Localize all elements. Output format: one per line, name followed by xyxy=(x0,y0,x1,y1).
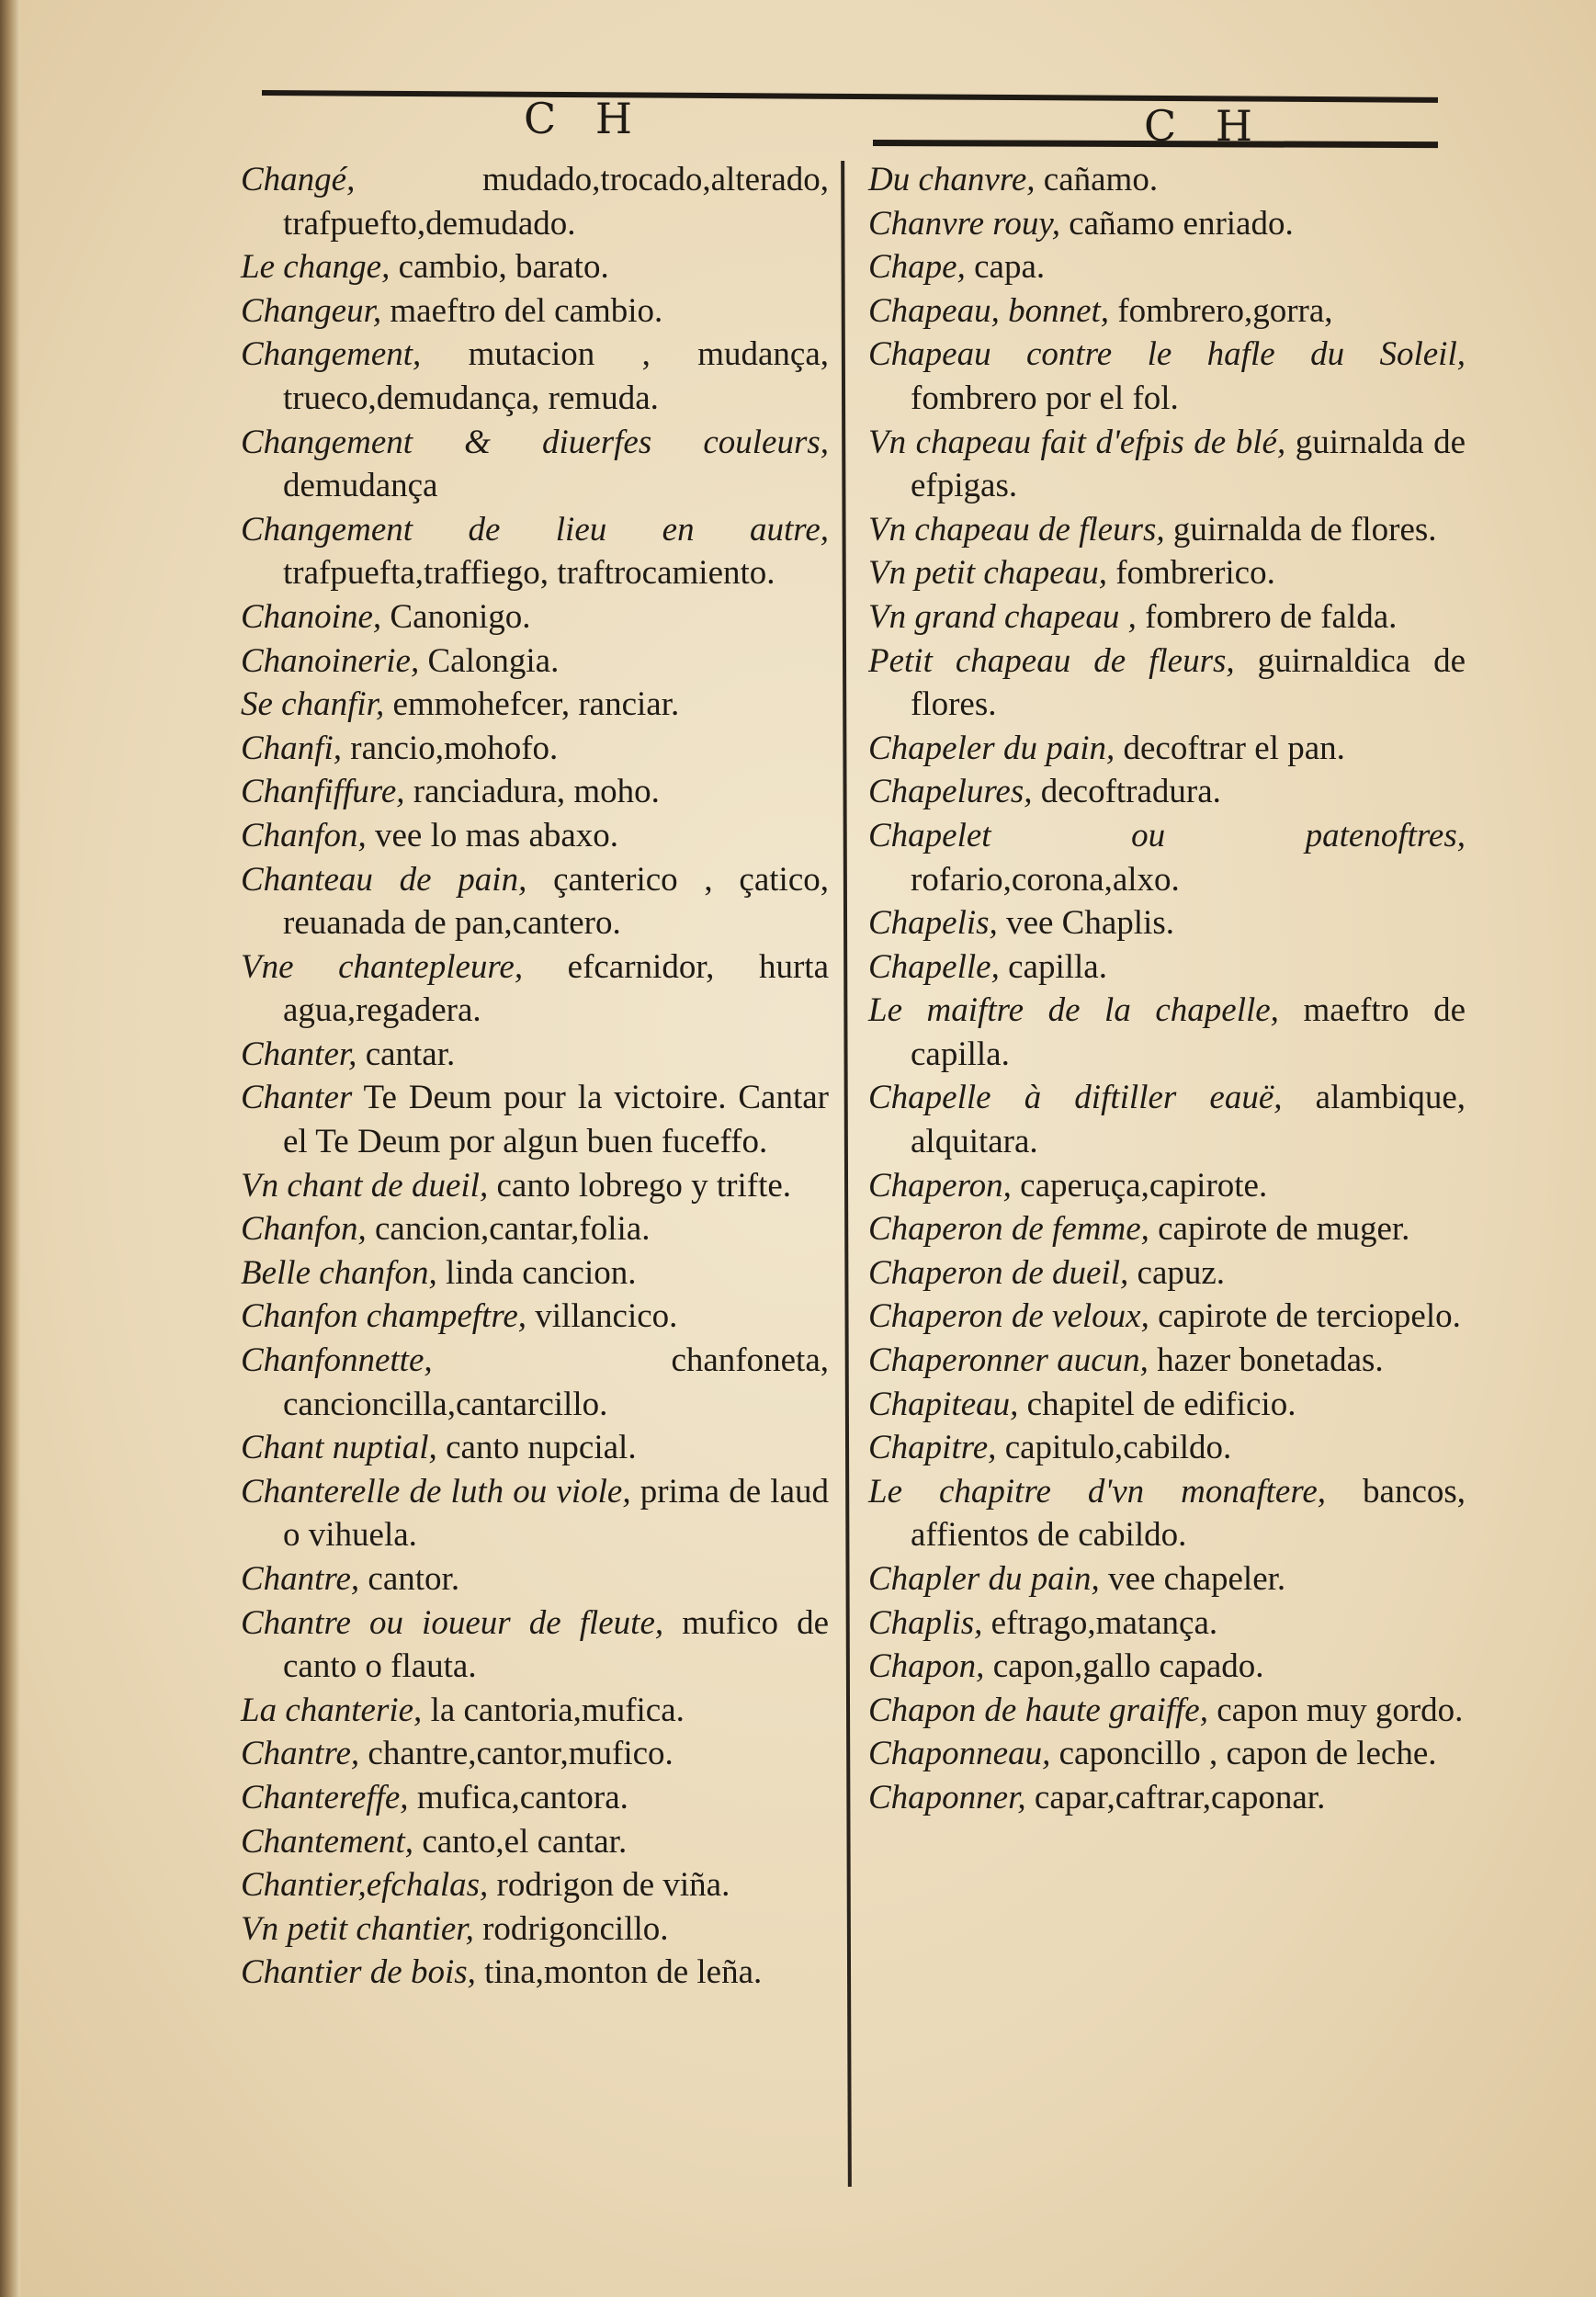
entry xyxy=(241,858,829,945)
french-term: Chanfon, xyxy=(241,1210,367,1249)
spanish-gloss: guirnalda de flores. xyxy=(1172,510,1437,549)
french-term: Le chapitre d'vn monaftere, xyxy=(868,1472,1327,1511)
left-column xyxy=(241,158,829,1995)
spanish-gloss: mudado,trocado,alterado, trafpuefto,demudado. xyxy=(283,161,829,243)
entry xyxy=(241,1776,829,1820)
french-term: Chanteau de pain, xyxy=(241,860,527,899)
entry xyxy=(241,639,829,684)
entry xyxy=(868,1383,1466,1427)
french-term: Vn chapeau de fleurs, xyxy=(868,510,1165,549)
french-term: Chanfon champeftre, xyxy=(241,1297,527,1336)
spanish-gloss: mufico de canto o flauta. xyxy=(283,1603,829,1686)
french-term: Chantre, xyxy=(241,1735,360,1773)
spanish-gloss: tina,monton de leña. xyxy=(484,1953,763,1992)
spanish-gloss: capon muy gordo. xyxy=(1217,1691,1464,1729)
french-term: Petit chapeau de fleurs, xyxy=(868,641,1235,680)
french-term: Vn petit chapeau, xyxy=(868,554,1107,593)
entry xyxy=(868,1776,1466,1820)
spanish-gloss: capuz. xyxy=(1137,1253,1226,1292)
spanish-gloss: prima de laud o vihuela. xyxy=(283,1472,830,1555)
french-term: Chapeau, bonnet, xyxy=(868,291,1110,330)
entry xyxy=(241,770,829,814)
entry xyxy=(868,901,1466,945)
french-term: La chanterie, xyxy=(241,1691,423,1729)
french-term: Changement, xyxy=(241,335,422,374)
spanish-gloss: guirnalda de efpigas. xyxy=(911,423,1466,505)
french-term: Changé, xyxy=(241,161,356,198)
entry xyxy=(241,1470,829,1557)
spanish-gloss: demudança xyxy=(283,467,438,505)
entry xyxy=(241,1207,829,1251)
spanish-gloss: Canonigo. xyxy=(390,597,531,636)
entry xyxy=(241,289,829,334)
french-term: Du chanvre, xyxy=(868,161,1036,198)
page-binding-edge xyxy=(0,0,20,2297)
french-term: Chanoine, xyxy=(241,597,382,636)
entry xyxy=(868,333,1466,420)
entry xyxy=(868,1207,1466,1251)
spanish-gloss: mutacion , mudança, trueco,demudança, remuda. xyxy=(283,335,829,417)
entry xyxy=(241,1251,829,1296)
entry xyxy=(868,1689,1466,1733)
french-term: Chanfonnette, xyxy=(241,1341,433,1380)
spanish-gloss: vee lo mas abaxo. xyxy=(374,816,619,854)
spanish-gloss: maeftro de capilla. xyxy=(911,991,1466,1073)
french-term: Chapon, xyxy=(868,1647,985,1686)
entry xyxy=(241,727,829,771)
french-term: Chaperonner aucun, xyxy=(868,1341,1149,1380)
column-divider xyxy=(841,161,852,2187)
french-term: Le change, xyxy=(241,248,391,287)
entry xyxy=(241,1907,829,1952)
spanish-gloss: rodrigoncillo. xyxy=(482,1909,669,1948)
entry xyxy=(241,1689,829,1733)
spanish-gloss: capirote de terciopelo. xyxy=(1158,1297,1461,1336)
entry xyxy=(868,289,1466,334)
french-term: Chaponneau, xyxy=(868,1735,1051,1773)
french-term: Chanter xyxy=(241,1079,353,1117)
entry xyxy=(241,1295,829,1339)
spanish-gloss: rodrigon de viña. xyxy=(496,1866,730,1905)
spanish-gloss: capilla. xyxy=(1008,947,1107,986)
spanish-gloss: capirote de muger. xyxy=(1158,1210,1410,1249)
spanish-gloss: capitulo,cabildo. xyxy=(1004,1429,1232,1467)
entry xyxy=(868,727,1466,771)
entry xyxy=(241,1732,829,1776)
running-head-right: C H xyxy=(1144,101,1265,151)
spanish-gloss: trafpuefta,traffiego, traftrocamiento. xyxy=(283,554,775,593)
spanish-gloss: decoftrar el pan. xyxy=(1123,729,1345,767)
french-term: Chantier,efchalas, xyxy=(241,1866,489,1905)
spanish-gloss: fombrero de falda. xyxy=(1145,597,1398,636)
french-term: Chaperon de veloux, xyxy=(868,1297,1149,1336)
entry xyxy=(868,1470,1466,1557)
french-term: Se chanfir, xyxy=(241,685,385,724)
french-term: Chantier de bois, xyxy=(241,1953,476,1992)
entry xyxy=(868,1645,1466,1689)
entry xyxy=(241,1076,829,1163)
entry xyxy=(868,945,1466,990)
spanish-gloss: fombrerico. xyxy=(1115,554,1275,593)
french-term: Chapeler du pain, xyxy=(868,729,1115,767)
entry xyxy=(868,421,1466,508)
entry xyxy=(868,1601,1466,1646)
entry xyxy=(241,945,829,1033)
spanish-gloss: cancion,cantar,folia. xyxy=(374,1210,651,1249)
spanish-gloss: capa. xyxy=(974,248,1046,287)
spanish-gloss: rancio,mohofo. xyxy=(350,729,559,767)
spanish-gloss: vee chapeler. xyxy=(1108,1560,1286,1598)
spanish-gloss: rofario,corona,alxo. xyxy=(911,860,1180,899)
spanish-gloss: chantre,cantor,mufico. xyxy=(368,1735,673,1773)
entry xyxy=(868,1732,1466,1776)
spanish-gloss: capar,caftrar,caponar. xyxy=(1034,1778,1326,1816)
spanish-gloss: caponcillo , capon de leche. xyxy=(1058,1735,1437,1773)
french-term: Chape, xyxy=(868,248,966,287)
french-term: Changement & diuerfes couleurs, xyxy=(241,423,829,461)
spanish-gloss: cañamo enriado. xyxy=(1069,204,1294,243)
spanish-gloss: guirnaldica de flores. xyxy=(911,641,1466,724)
entry xyxy=(868,989,1466,1076)
entry xyxy=(241,683,829,727)
entry xyxy=(241,1164,829,1208)
french-term: Chantre, xyxy=(241,1560,360,1598)
entry xyxy=(868,508,1466,552)
french-term: Chantement, xyxy=(241,1822,414,1861)
spanish-gloss: villancico. xyxy=(535,1297,678,1336)
spanish-gloss: efcarnidor, hurta agua,regadera. xyxy=(283,947,829,1030)
french-term: Chaperon de dueil, xyxy=(868,1253,1129,1292)
spanish-gloss: mufica,cantora. xyxy=(416,1778,628,1816)
entry xyxy=(241,1033,829,1077)
spanish-gloss: ranciadura, moho. xyxy=(413,773,660,811)
entry xyxy=(868,1251,1466,1296)
spanish-gloss: canto,el cantar. xyxy=(422,1822,628,1861)
entry xyxy=(868,770,1466,814)
spanish-gloss: canto lobrego y trifte. xyxy=(496,1166,792,1205)
french-term: Chapitre, xyxy=(868,1429,997,1467)
entry xyxy=(241,421,829,508)
french-term: Chapelures, xyxy=(868,773,1033,811)
spanish-gloss: decoftradura. xyxy=(1040,773,1221,811)
spanish-gloss: cantor. xyxy=(368,1560,460,1598)
spanish-gloss: alambique, alquitara. xyxy=(911,1079,1466,1161)
spanish-gloss: chanfoneta, cancioncilla,cantarcillo. xyxy=(283,1341,829,1423)
french-term: Chapelis, xyxy=(868,904,998,943)
spanish-gloss: eftrago,matança. xyxy=(990,1603,1218,1642)
french-term: Changeur, xyxy=(241,291,382,330)
entry xyxy=(868,595,1466,639)
french-term: Chanfon, xyxy=(241,816,367,854)
french-term: Chapeau contre le hafle du Soleil, xyxy=(868,335,1466,374)
french-term: Vn grand chapeau , xyxy=(868,597,1137,636)
spanish-gloss: fombrero,gorra, xyxy=(1117,291,1333,330)
french-term: Chaperon, xyxy=(868,1166,1012,1205)
spanish-gloss: linda cancion. xyxy=(445,1253,637,1292)
french-term: Chapon de haute graiffe, xyxy=(868,1691,1208,1729)
french-term: Vn chant de dueil, xyxy=(241,1166,489,1205)
spanish-gloss: bancos, affientos de cabildo. xyxy=(911,1472,1466,1555)
spanish-gloss: chapitel de edificio. xyxy=(1026,1385,1296,1423)
spanish-gloss: hazer bonetadas. xyxy=(1157,1341,1384,1380)
french-term: Belle chanfon, xyxy=(241,1253,437,1292)
entry xyxy=(868,1339,1466,1383)
french-term: Changement de lieu en autre, xyxy=(241,510,829,549)
spanish-gloss: Te Deum pour la victoire. Cantar el Te Deum por algun buen fuceffo. xyxy=(283,1079,829,1161)
french-term: Chanoinerie, xyxy=(241,641,420,680)
entry xyxy=(868,1164,1466,1208)
french-term: Chant nuptial, xyxy=(241,1429,437,1467)
entry xyxy=(241,1863,829,1907)
spanish-gloss: vee Chaplis. xyxy=(1006,904,1174,943)
french-term: Chantre ou ioueur de fleute, xyxy=(241,1603,664,1642)
french-term: Chaperon de femme, xyxy=(868,1210,1149,1249)
spanish-gloss: canto nupcial. xyxy=(446,1429,637,1467)
entry xyxy=(241,333,829,420)
french-term: Chantereffe, xyxy=(241,1778,409,1816)
entry xyxy=(868,202,1466,246)
entry xyxy=(868,245,1466,289)
french-term: Le maiftre de la chapelle, xyxy=(868,991,1279,1030)
french-term: Chanvre rouy, xyxy=(868,204,1060,243)
french-term: Vn petit chantier, xyxy=(241,1909,474,1948)
entry xyxy=(241,595,829,639)
entry xyxy=(241,245,829,289)
entry xyxy=(868,551,1466,595)
spanish-gloss: cantar. xyxy=(365,1035,456,1073)
spanish-gloss: cañamo. xyxy=(1043,161,1159,198)
entry xyxy=(868,158,1466,202)
entry xyxy=(241,1951,829,1995)
spanish-gloss: cambio, barato. xyxy=(398,248,609,287)
french-term: Vn chapeau fait d'efpis de blé, xyxy=(868,423,1286,461)
spanish-gloss: emmohefcer, ranciar. xyxy=(392,685,680,724)
spanish-gloss: caperuça,capirote. xyxy=(1020,1166,1268,1205)
running-head-left: C H xyxy=(524,94,645,143)
entry xyxy=(241,814,829,858)
french-term: Chanterelle de luth ou viole, xyxy=(241,1472,631,1511)
french-term: Chapler du pain, xyxy=(868,1560,1100,1598)
entry xyxy=(868,1295,1466,1339)
entry xyxy=(868,639,1466,727)
french-term: Chaplis, xyxy=(868,1603,983,1642)
french-term: Chanter, xyxy=(241,1035,357,1073)
spanish-gloss: çanterico , çatico, reuanada de pan,cantero. xyxy=(283,860,829,943)
french-term: Chapelle à diftiller eauë, xyxy=(868,1079,1283,1117)
spanish-gloss: fombrero por el fol. xyxy=(911,379,1179,417)
french-term: Chapiteau, xyxy=(868,1385,1019,1423)
entry xyxy=(241,1557,829,1601)
right-column xyxy=(868,158,1466,1820)
entry xyxy=(868,814,1466,901)
french-term: Chapelle, xyxy=(868,947,1000,986)
french-term: Chanfi, xyxy=(241,729,342,767)
entry xyxy=(241,1426,829,1470)
spanish-gloss: maeftro del cambio. xyxy=(390,291,663,330)
french-term: Chaponner, xyxy=(868,1778,1026,1816)
entry xyxy=(868,1557,1466,1601)
french-term: Vne chantepleure, xyxy=(241,947,524,986)
french-term: Chanfiffure, xyxy=(241,773,405,811)
entry xyxy=(868,1076,1466,1163)
spanish-gloss: Calongia. xyxy=(427,641,560,680)
french-term: Chapelet ou patenoftres, xyxy=(868,816,1466,854)
spanish-gloss: capon,gallo capado. xyxy=(992,1647,1264,1686)
entry xyxy=(241,1339,829,1426)
entry xyxy=(241,508,829,595)
entry xyxy=(241,158,829,245)
spanish-gloss: la cantoria,mufica. xyxy=(430,1691,685,1729)
entry xyxy=(868,1426,1466,1470)
entry xyxy=(241,1601,829,1689)
entry xyxy=(241,1820,829,1864)
